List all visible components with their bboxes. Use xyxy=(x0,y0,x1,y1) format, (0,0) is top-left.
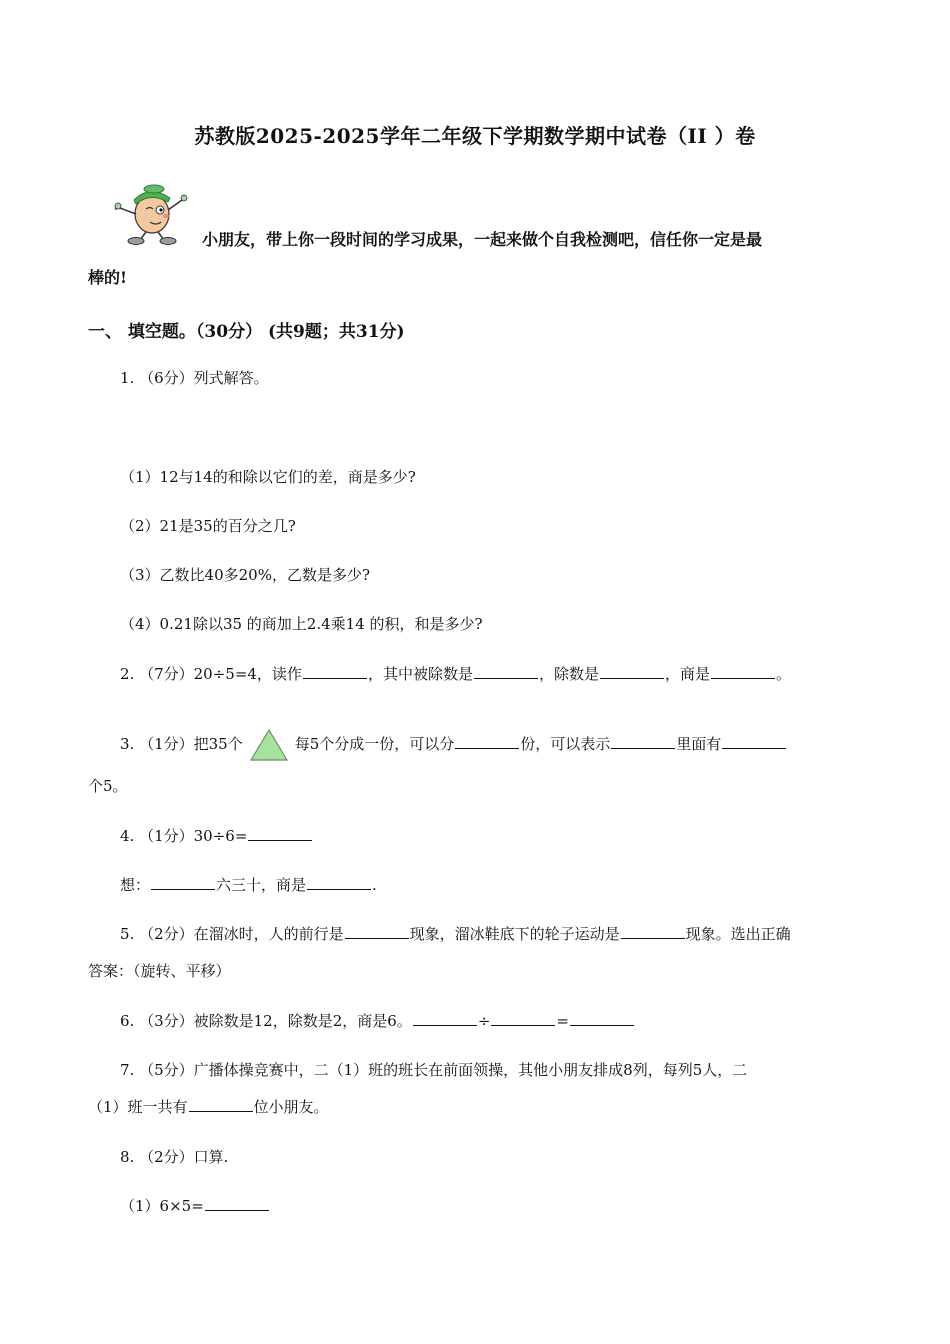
question-5-text-3: 现象。选出正确 xyxy=(685,925,791,943)
answer-blank[interactable] xyxy=(621,924,685,939)
answer-blank[interactable] xyxy=(570,1011,634,1026)
question-7-text-2: （1）班一共有 xyxy=(88,1098,188,1116)
question-2 xyxy=(120,664,791,684)
answer-blank[interactable] xyxy=(455,734,519,749)
question-2-text-1: 2. （7分）20÷5=4，读作 xyxy=(120,665,302,683)
question-4-text-2: 想： xyxy=(120,876,151,894)
question-6-text-3: = xyxy=(556,1012,569,1030)
question-3-text-1: 3. （1分）把35个 xyxy=(120,735,243,753)
cartoon-kid-mascot-icon xyxy=(110,180,190,246)
question-5-cont: 答案：（旋转、平移） xyxy=(88,962,231,980)
question-4 xyxy=(120,826,313,846)
question-3 xyxy=(120,728,787,762)
answer-blank[interactable] xyxy=(345,924,409,939)
question-3-cont: 个5。 xyxy=(88,777,128,795)
question-3-text-2: 每5个分成一份，可以分 xyxy=(294,735,455,753)
question-7-text-3: 位小朋友。 xyxy=(253,1098,329,1116)
answer-blank[interactable] xyxy=(248,826,312,841)
question-1-sub-3: （3）乙数比40多20%，乙数是多少? xyxy=(120,566,371,584)
green-triangle-icon xyxy=(249,728,289,762)
question-2-text-5: 。 xyxy=(775,665,791,683)
question-8-sub-1-text: （1）6×5= xyxy=(120,1197,204,1215)
intro-text-line1: 小朋友，带上你一段时间的学习成果，一起来做个自我检测吧，信任你一定是最 xyxy=(202,230,763,249)
answer-blank[interactable] xyxy=(474,664,538,679)
answer-blank[interactable] xyxy=(307,875,371,890)
answer-blank[interactable] xyxy=(189,1097,253,1112)
page-title: 苏教版2025-2025学年二年级下学期数学期中试卷（II ）卷 xyxy=(194,124,756,148)
question-8-sub-1 xyxy=(120,1196,270,1216)
question-1-sub-4: （4）0.21除以35 的商加上2.4乘14 的积，和是多少? xyxy=(120,615,483,633)
question-7: 7. （5分）广播体操竞赛中，二（1）班的班长在前面领操，其他小朋友排成8列，每列5人，二 xyxy=(120,1061,748,1079)
question-4-text-3: 六三十，商是 xyxy=(216,876,307,894)
question-6 xyxy=(120,1011,635,1031)
answer-blank[interactable] xyxy=(600,664,664,679)
question-2-text-2: ，其中被除数是 xyxy=(367,665,473,683)
question-4-hint xyxy=(120,875,377,895)
intro-text-line2: 棒的! xyxy=(88,268,128,287)
question-1-heading: 1. （6分）列式解答。 xyxy=(120,369,269,387)
question-7-cont xyxy=(88,1097,329,1117)
answer-blank[interactable] xyxy=(611,734,675,749)
answer-blank[interactable] xyxy=(491,1011,555,1026)
answer-blank[interactable] xyxy=(722,734,786,749)
question-4-text-4: . xyxy=(372,876,377,894)
question-6-text-2: ÷ xyxy=(477,1012,491,1030)
question-2-text-3: ，除数是 xyxy=(538,665,599,683)
question-8-heading: 8. （2分）口算. xyxy=(120,1148,229,1166)
question-2-text-4: ，商是 xyxy=(664,665,710,683)
answer-blank[interactable] xyxy=(413,1011,477,1026)
question-1-sub-1: （1）12与14的和除以它们的差，商是多少? xyxy=(120,468,416,486)
question-5 xyxy=(120,924,791,944)
answer-blank[interactable] xyxy=(151,875,215,890)
question-3-text-3: 份，可以表示 xyxy=(520,735,611,753)
question-5-text-2: 现象，溜冰鞋底下的轮子运动是 xyxy=(409,925,620,943)
answer-blank[interactable] xyxy=(711,664,775,679)
question-3-text-4: 里面有 xyxy=(676,735,722,753)
answer-blank[interactable] xyxy=(303,664,367,679)
question-4-text-1: 4. （1分）30÷6= xyxy=(120,827,248,845)
question-6-text-1: 6. （3分）被除数是12，除数是2，商是6。 xyxy=(120,1012,412,1030)
section-heading: 一、 填空题。（30分） (共9题；共31分) xyxy=(88,322,405,342)
question-1-sub-2: （2）21是35的百分之几? xyxy=(120,517,296,535)
question-5-text-1: 5. （2分）在溜冰时，人的前行是 xyxy=(120,925,344,943)
answer-blank[interactable] xyxy=(205,1196,269,1211)
